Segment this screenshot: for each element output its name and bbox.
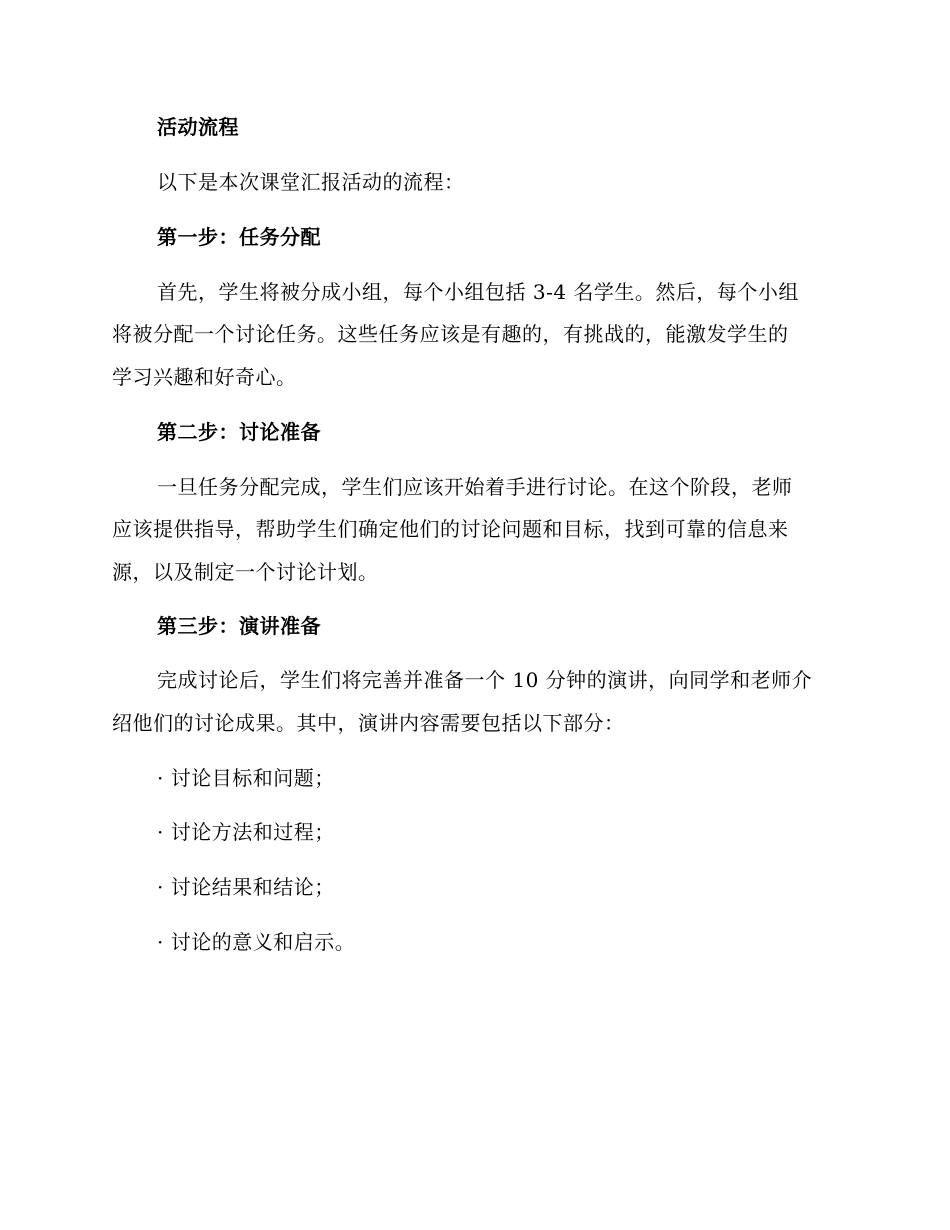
step2-line-3: 源，以及制定一个讨论计划。: [112, 560, 379, 584]
step3-line-1: 完成讨论后，学生们将完善并准备一个 10 分钟的演讲，向同学和老师介: [157, 668, 813, 692]
list-item: · 讨论目标和问题；: [157, 766, 335, 790]
step3-line-2: 绍他们的讨论成果。其中，演讲内容需要包括以下部分：: [112, 711, 625, 735]
step1-title: 第一步：任务分配: [157, 225, 321, 249]
list-item: · 讨论方法和过程；: [157, 820, 335, 844]
step1-line-2: 将被分配一个讨论任务。这些任务应该是有趣的，有挑战的，能激发学生的: [112, 322, 789, 346]
step3-title: 第三步：演讲准备: [157, 614, 321, 638]
step1-line-3: 学习兴趣和好奇心。: [112, 365, 297, 389]
section-title: 活动流程: [157, 115, 239, 139]
step2-line-2: 应该提供指导，帮助学生们确定他们的讨论问题和目标，找到可靠的信息来: [112, 517, 789, 541]
step1-line-1: 首先，学生将被分成小组，每个小组包括 3-4 名学生。然后，每个小组: [157, 280, 799, 304]
step2-title: 第二步：讨论准备: [157, 420, 321, 444]
list-item: · 讨论的意义和启示。: [157, 930, 356, 954]
intro-text: 以下是本次课堂汇报活动的流程：: [157, 170, 465, 194]
step2-line-1: 一旦任务分配完成，学生们应该开始着手进行讨论。在这个阶段，老师: [157, 475, 793, 499]
list-item: · 讨论结果和结论；: [157, 875, 335, 899]
